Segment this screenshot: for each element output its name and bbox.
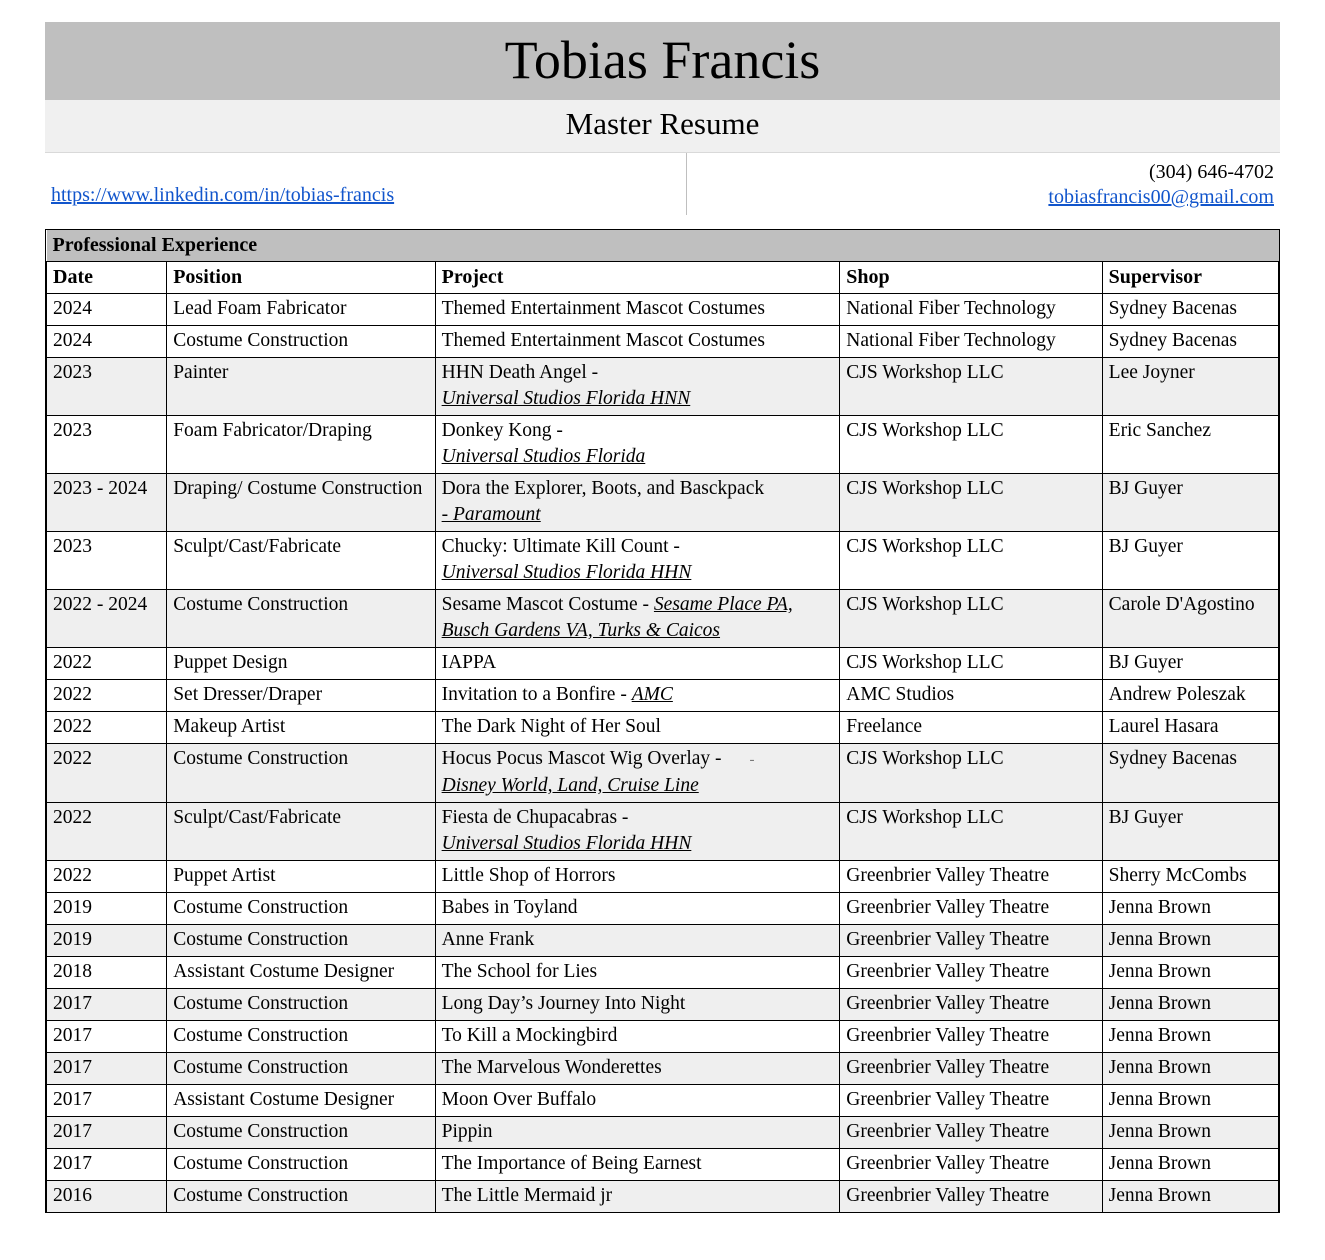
cell-supervisor: Jenna Brown <box>1102 1181 1278 1213</box>
cell-date: 2022 - 2024 <box>47 590 167 648</box>
cell-supervisor: Andrew Poleszak <box>1102 680 1278 712</box>
table-row <box>47 1085 1279 1117</box>
cell-project: Themed Entertainment Mascot Costumes <box>435 326 840 358</box>
table-row <box>47 1149 1279 1181</box>
professional-experience-section <box>45 229 1280 1213</box>
cell-position: Costume Construction <box>167 925 435 957</box>
cell-date: 2023 <box>47 532 167 590</box>
project-name: Chucky: Ultimate Kill Count - <box>441 536 680 557</box>
cell-project: Invitation to a Bonfire - AMC <box>435 680 840 712</box>
experience-table <box>46 230 1279 1213</box>
cell-shop: National Fiber Technology <box>840 326 1102 358</box>
cell-shop: Greenbrier Valley Theatre <box>840 861 1102 893</box>
stray-mark: - <box>749 752 755 768</box>
cell-date: 2018 <box>47 957 167 989</box>
cell-position: Costume Construction <box>167 893 435 925</box>
cell-position: Lead Foam Fabricator <box>167 294 435 326</box>
cell-shop: CJS Workshop LLC <box>840 744 1102 803</box>
project-venue: Universal Studios Florida HNN <box>441 388 691 409</box>
table-row <box>47 1021 1279 1053</box>
cell-supervisor: Jenna Brown <box>1102 1021 1278 1053</box>
cell-date: 2017 <box>47 1053 167 1085</box>
cell-position: Costume Construction <box>167 1117 435 1149</box>
cell-shop: Greenbrier Valley Theatre <box>840 1053 1102 1085</box>
cell-position: Costume Construction <box>167 744 435 803</box>
cell-date: 2022 <box>47 680 167 712</box>
contact-row <box>45 152 1280 215</box>
table-row <box>47 1117 1279 1149</box>
table-row <box>47 590 1279 648</box>
project-venue: Universal Studios Florida <box>441 446 646 467</box>
cell-supervisor: BJ Guyer <box>1102 474 1278 532</box>
name-banner <box>45 22 1280 100</box>
cell-position: Puppet Artist <box>167 861 435 893</box>
cell-supervisor: Jenna Brown <box>1102 893 1278 925</box>
project-venue: Disney World, Land, Cruise Line <box>441 775 699 796</box>
table-row <box>47 416 1279 474</box>
table-row <box>47 358 1279 416</box>
cell-project <box>435 416 840 474</box>
cell-position: Costume Construction <box>167 1181 435 1213</box>
cell-position: Sculpt/Cast/Fabricate <box>167 803 435 861</box>
project-name: Hocus Pocus Mascot Wig Overlay - - <box>441 748 755 769</box>
cell-project <box>435 744 840 803</box>
cell-date: 2017 <box>47 1149 167 1181</box>
cell-supervisor: Jenna Brown <box>1102 1085 1278 1117</box>
section-title-row <box>47 230 1279 262</box>
project-venue: Sesame Place PA, Busch Gardens VA, Turks & Caicos <box>441 594 793 641</box>
cell-supervisor: Sydney Bacenas <box>1102 326 1278 358</box>
cell-project: The Marvelous Wonderettes <box>435 1053 840 1085</box>
cell-project <box>435 474 840 532</box>
cell-date: 2022 <box>47 744 167 803</box>
cell-position: Draping/ Costume Construction <box>167 474 435 532</box>
cell-supervisor: BJ Guyer <box>1102 803 1278 861</box>
cell-date: 2017 <box>47 1085 167 1117</box>
column-header-position: Position <box>167 262 435 294</box>
cell-position: Costume Construction <box>167 1021 435 1053</box>
project-venue: AMC <box>631 684 673 705</box>
cell-shop: CJS Workshop LLC <box>840 416 1102 474</box>
cell-shop: CJS Workshop LLC <box>840 803 1102 861</box>
project-name: Donkey Kong - <box>441 420 563 441</box>
cell-shop: Greenbrier Valley Theatre <box>840 893 1102 925</box>
table-row <box>47 680 1279 712</box>
table-row <box>47 712 1279 744</box>
table-row <box>47 1053 1279 1085</box>
cell-position: Costume Construction <box>167 1053 435 1085</box>
table-header-row <box>47 262 1279 294</box>
cell-position: Costume Construction <box>167 590 435 648</box>
project-name: Dora the Explorer, Boots, and Basckpack <box>441 478 765 499</box>
cell-shop: Greenbrier Valley Theatre <box>840 1085 1102 1117</box>
cell-project: The Dark Night of Her Soul <box>435 712 840 744</box>
cell-date: 2022 <box>47 712 167 744</box>
cell-project <box>435 358 840 416</box>
cell-project: Sesame Mascot Costume - Sesame Place PA, Busch Gardens VA, Turks & Caicos <box>435 590 840 648</box>
linkedin-link[interactable]: https://www.linkedin.com/in/tobias-francis <box>51 184 395 206</box>
cell-shop: CJS Workshop LLC <box>840 532 1102 590</box>
cell-shop: CJS Workshop LLC <box>840 590 1102 648</box>
cell-project: Themed Entertainment Mascot Costumes <box>435 294 840 326</box>
cell-supervisor: Sydney Bacenas <box>1102 294 1278 326</box>
table-row <box>47 803 1279 861</box>
column-header-supervisor: Supervisor <box>1102 262 1278 294</box>
cell-project: Little Shop of Horrors <box>435 861 840 893</box>
cell-date: 2017 <box>47 1117 167 1149</box>
cell-shop: AMC Studios <box>840 680 1102 712</box>
cell-supervisor: Jenna Brown <box>1102 1149 1278 1181</box>
cell-project: The Importance of Being Earnest <box>435 1149 840 1181</box>
cell-position: Costume Construction <box>167 989 435 1021</box>
cell-date: 2022 <box>47 803 167 861</box>
cell-supervisor: Carole D'Agostino <box>1102 590 1278 648</box>
cell-shop: CJS Workshop LLC <box>840 648 1102 680</box>
cell-position: Set Dresser/Draper <box>167 680 435 712</box>
table-row <box>47 893 1279 925</box>
cell-date: 2022 <box>47 648 167 680</box>
table-row <box>47 925 1279 957</box>
cell-date: 2024 <box>47 294 167 326</box>
cell-project: Pippin <box>435 1117 840 1149</box>
subtitle-banner <box>45 100 1280 152</box>
cell-shop: Freelance <box>840 712 1102 744</box>
cell-project <box>435 532 840 590</box>
cell-shop: Greenbrier Valley Theatre <box>840 1117 1102 1149</box>
table-row <box>47 532 1279 590</box>
cell-shop: Greenbrier Valley Theatre <box>840 925 1102 957</box>
cell-shop: Greenbrier Valley Theatre <box>840 1181 1102 1213</box>
table-row <box>47 648 1279 680</box>
table-row <box>47 1181 1279 1213</box>
cell-shop: Greenbrier Valley Theatre <box>840 989 1102 1021</box>
cell-supervisor: BJ Guyer <box>1102 532 1278 590</box>
cell-date: 2017 <box>47 1021 167 1053</box>
page-subtitle: Master Resume <box>565 106 760 141</box>
table-row <box>47 861 1279 893</box>
table-row <box>47 957 1279 989</box>
cell-supervisor: Jenna Brown <box>1102 1053 1278 1085</box>
phone-number: (304) 646-4702 <box>1149 161 1274 183</box>
column-header-project: Project <box>435 262 840 294</box>
cell-supervisor: Jenna Brown <box>1102 957 1278 989</box>
project-venue: - Paramount <box>441 504 541 525</box>
table-row <box>47 326 1279 358</box>
cell-project: IAPPA <box>435 648 840 680</box>
cell-shop: Greenbrier Valley Theatre <box>840 957 1102 989</box>
cell-position: Sculpt/Cast/Fabricate <box>167 532 435 590</box>
cell-position: Painter <box>167 358 435 416</box>
cell-supervisor: Sherry McCombs <box>1102 861 1278 893</box>
cell-position: Makeup Artist <box>167 712 435 744</box>
cell-shop: Greenbrier Valley Theatre <box>840 1149 1102 1181</box>
cell-project <box>435 803 840 861</box>
cell-supervisor: Sydney Bacenas <box>1102 744 1278 803</box>
cell-project: The School for Lies <box>435 957 840 989</box>
page-title: Tobias Francis <box>504 30 821 90</box>
cell-project: Anne Frank <box>435 925 840 957</box>
cell-position: Costume Construction <box>167 326 435 358</box>
column-header-date: Date <box>47 262 167 294</box>
cell-position: Foam Fabricator/Draping <box>167 416 435 474</box>
cell-position: Costume Construction <box>167 1149 435 1181</box>
cell-project: Moon Over Buffalo <box>435 1085 840 1117</box>
project-name: Fiesta de Chupacabras - <box>441 807 629 828</box>
email-link[interactable]: tobiasfrancis00@gmail.com <box>1048 186 1274 208</box>
cell-date: 2023 <box>47 416 167 474</box>
project-venue: Universal Studios Florida HHN <box>441 833 692 854</box>
contact-left <box>45 153 687 215</box>
cell-date: 2023 - 2024 <box>47 474 167 532</box>
cell-date: 2023 <box>47 358 167 416</box>
cell-project: Long Day’s Journey Into Night <box>435 989 840 1021</box>
table-row <box>47 294 1279 326</box>
cell-date: 2019 <box>47 893 167 925</box>
cell-position: Puppet Design <box>167 648 435 680</box>
cell-supervisor: Jenna Brown <box>1102 925 1278 957</box>
cell-date: 2022 <box>47 861 167 893</box>
project-venue: Universal Studios Florida HHN <box>441 562 692 583</box>
contact-right <box>687 153 1280 215</box>
cell-date: 2019 <box>47 925 167 957</box>
cell-project: The Little Mermaid jr <box>435 1181 840 1213</box>
cell-shop: CJS Workshop LLC <box>840 474 1102 532</box>
cell-date: 2017 <box>47 989 167 1021</box>
column-header-shop: Shop <box>840 262 1102 294</box>
cell-shop: Greenbrier Valley Theatre <box>840 1021 1102 1053</box>
cell-project: To Kill a Mockingbird <box>435 1021 840 1053</box>
cell-position: Assistant Costume Designer <box>167 957 435 989</box>
cell-supervisor: Eric Sanchez <box>1102 416 1278 474</box>
cell-supervisor: Jenna Brown <box>1102 1117 1278 1149</box>
cell-project: Babes in Toyland <box>435 893 840 925</box>
project-name: HHN Death Angel - <box>441 362 599 383</box>
table-row <box>47 989 1279 1021</box>
cell-date: 2024 <box>47 326 167 358</box>
cell-supervisor: BJ Guyer <box>1102 648 1278 680</box>
cell-position: Assistant Costume Designer <box>167 1085 435 1117</box>
cell-shop: CJS Workshop LLC <box>840 358 1102 416</box>
cell-date: 2016 <box>47 1181 167 1213</box>
cell-supervisor: Lee Joyner <box>1102 358 1278 416</box>
cell-supervisor: Jenna Brown <box>1102 989 1278 1021</box>
table-row <box>47 474 1279 532</box>
cell-shop: National Fiber Technology <box>840 294 1102 326</box>
section-title: Professional Experience <box>47 230 1279 262</box>
cell-supervisor: Laurel Hasara <box>1102 712 1278 744</box>
table-row <box>47 744 1279 803</box>
